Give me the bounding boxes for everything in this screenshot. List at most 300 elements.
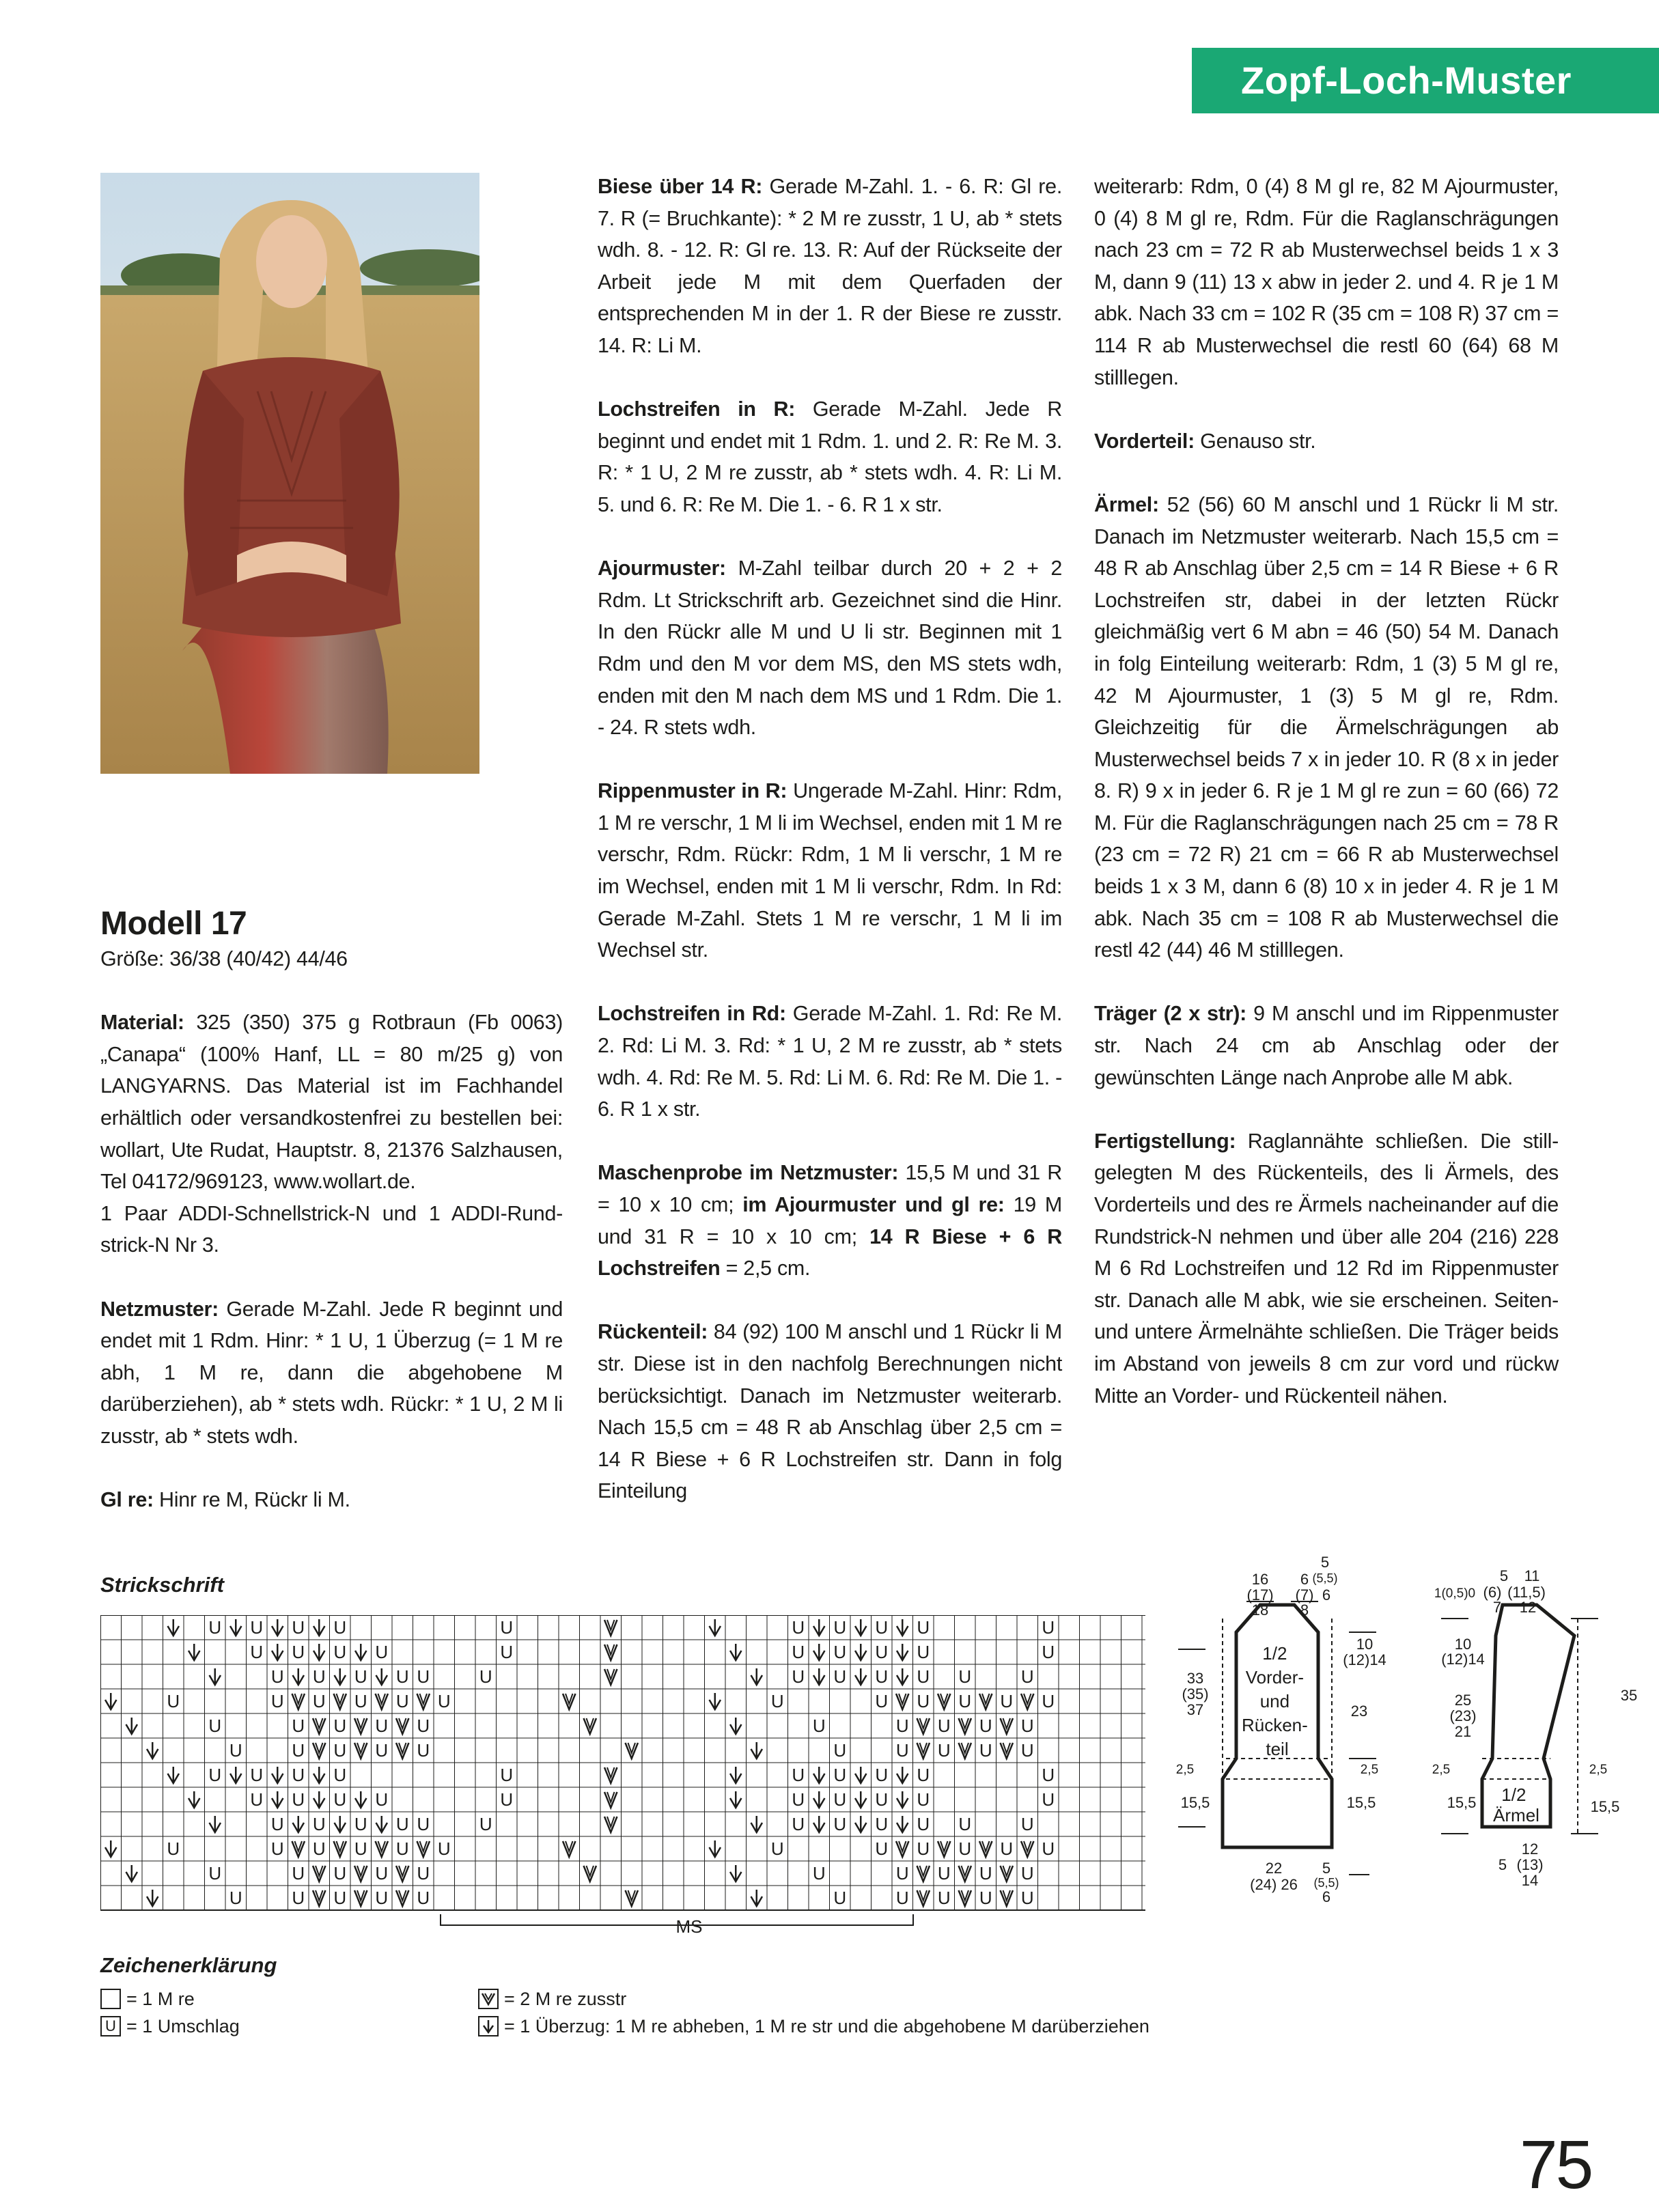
skp-icon [272, 1644, 283, 1660]
netzmuster-paragraph: Netzmuster: Gerade M-Zahl. Jede R beginnt und endet mit 1 Rdm. Hinr: * 1 U, 1 Überzug (= 1 M re abh, 1 M re, dann die abgehobene M darüberziehen), ab * stets wdh. Rückr: * 1 U, 2 M li zusstr, ab * stets wdh. [100, 1297, 563, 1448]
body-dim-21: 5 [1322, 1860, 1331, 1877]
yarnover-symbol: U [895, 1888, 909, 1908]
skp-icon [751, 1742, 763, 1759]
yarnover-symbol: U [895, 1740, 909, 1761]
yarnover-symbol: U [395, 1666, 409, 1687]
body-dim-17: 15,5 [1180, 1794, 1210, 1811]
yarnover-symbol: U [958, 1666, 972, 1687]
k2tog-icon [1001, 1866, 1014, 1881]
skp-icon [813, 1816, 825, 1832]
yarnover-symbol: U [292, 1716, 305, 1736]
yarnover-symbol: U [958, 1691, 972, 1711]
body-dim-3: 18 [1251, 1601, 1269, 1619]
svg-text:1/2 Ärmel [1493, 1784, 1539, 1825]
sleeve-dim-12: 35 [1620, 1687, 1638, 1704]
yarnover-symbol: U [875, 1838, 889, 1859]
sleeve-dim-14: 2,5 [1589, 1763, 1608, 1777]
yarnover-symbol: U [354, 1666, 367, 1687]
k2tog-icon [896, 1694, 909, 1709]
skp-icon [210, 1668, 221, 1685]
yarnover-symbol: U [1020, 1888, 1034, 1908]
yarnover-symbol: U [333, 1740, 347, 1761]
yarnover-symbol: U [333, 1617, 347, 1638]
yarnover-symbol: U [792, 1642, 805, 1662]
body-dim-16: 2,5 [1360, 1763, 1379, 1777]
sleeve-dim-7: 10 [1454, 1636, 1472, 1653]
k2tog-icon [1021, 1841, 1034, 1857]
yarnover-symbol: U [292, 1765, 305, 1785]
skp-icon [376, 1668, 388, 1685]
skp-icon [855, 1767, 867, 1783]
yarnover-symbol: U [479, 1814, 492, 1834]
yarnover-symbol: U [875, 1691, 889, 1711]
yarnover-symbol: U [208, 1716, 222, 1736]
k2tog-icon [354, 1743, 367, 1759]
yarnover-symbol: U [312, 1814, 326, 1834]
k2tog-icon [313, 1743, 326, 1759]
gl-re-paragraph: Gl re: Hinr re M, Rückr li M. [100, 1488, 350, 1512]
ajourmuster-paragraph: Ajourmuster: M-Zahl teilbar durch 20 + 2 + 2 Rdm. Lt Strickschrift arb. Gezeichnet sind die Hinr. In den Rückr alle M und U li str. Beginnen mit 1 Rdm und den M vor dem MS, den MS stets wdh, enden mit den M nach dem MS und 1 Rdm. Die 1. - 24. R stets wdh. [598, 557, 1062, 740]
body-dim-11: 33 [1186, 1670, 1204, 1687]
yarnover-symbol: U [770, 1691, 784, 1711]
yarnover-symbol: U [937, 1740, 951, 1761]
skp-icon [897, 1791, 908, 1808]
skp-icon [147, 1890, 158, 1906]
material-paragraph: Material: 325 (350) 375 g Rotbraun (Fb 0063) „Canapa“ (100% Hanf, LL = 80 m/25 g) von LANGYARNS. Das Material ist im Fachhandel erhältlich oder versandkostenfrei zu bestellen bei: wollart, Ute Rudat, Hauptstr. 8, 21376 Salzhausen, Tel 04172/969123, www.wollart.de. [100, 1011, 563, 1194]
yarnover-symbol: U [270, 1814, 284, 1834]
k2tog-icon [1021, 1694, 1034, 1709]
k2tog-icon [959, 1743, 972, 1759]
skp-icon [105, 1693, 117, 1709]
yarnover-symbol: U [395, 1814, 409, 1834]
yarnover-symbol: U [333, 1888, 347, 1908]
section-header-tab [1192, 48, 1659, 113]
skp-icon [730, 1767, 742, 1783]
skp-icon [272, 1619, 283, 1636]
yarnover-symbol: U [1042, 1789, 1055, 1810]
k2tog-icon [292, 1694, 305, 1709]
yarnover-symbol: U [250, 1617, 264, 1638]
model-photo-illustration [100, 173, 479, 774]
yarnover-symbol: U [312, 1666, 326, 1687]
skp-icon [897, 1644, 908, 1660]
model-photo [100, 173, 479, 774]
skp-icon [710, 1693, 721, 1709]
body-piece-label-line-1: 1/2 [1262, 1643, 1287, 1664]
skp-icon [189, 1791, 200, 1808]
k2tog-icon [917, 1743, 930, 1759]
k2tog-icon [917, 1718, 930, 1734]
yarnover-symbol: U [333, 1863, 347, 1884]
yarnover-symbol: U [937, 1863, 951, 1884]
skp-icon [897, 1816, 908, 1832]
body-dim-10: (12)14 [1343, 1651, 1386, 1668]
k2tog-icon [604, 1669, 617, 1685]
skp-icon [478, 2016, 499, 2036]
fertigstellung-paragraph: Fertigstellung: Raglannähte schließen. Die still-gelegten M des Rückenteils, des li Ärmels, des Vorderteils und des re Ärmels nacheinander auf die Rundstrick-N nehmen und über alle 204 (216) 228 M 6 Rd Lochstreifen und 12 Rd im Rippenmuster str. Danach alle M abk, wie sie erscheinen. Seiten- und untere Ärmelnähte schließen. Die Träger beids im Abstand von jeweils 8 cm zur vord und rückw Mitte an Vorder- und Rückenteil nähen. [1094, 1129, 1559, 1408]
yarnover-symbol: U [100, 2016, 121, 2036]
skp-icon [335, 1816, 346, 1832]
skp-icon [710, 1840, 721, 1857]
schematic-body-piece [1165, 1554, 1410, 1916]
yarnover-symbol: U [917, 1789, 930, 1810]
yarnover-symbol: U [208, 1765, 222, 1785]
k2tog-icon [313, 1718, 326, 1734]
body-dim-5: (5,5) [1312, 1571, 1338, 1585]
yarnover-symbol: U [270, 1666, 284, 1687]
yarnover-symbol: U [917, 1642, 930, 1662]
yarnover-symbol: U [958, 1814, 972, 1834]
body-dim-20: (24) 26 [1250, 1876, 1298, 1893]
skp-icon [751, 1668, 763, 1685]
yarnover-symbol: U [979, 1716, 992, 1736]
yarnover-symbol: U [375, 1716, 389, 1736]
skp-icon [730, 1644, 742, 1660]
yarnover-symbol: U [437, 1838, 451, 1859]
body-dim-19: 22 [1265, 1860, 1283, 1877]
k2tog-icon [376, 1694, 389, 1709]
body-dim-8: 8 [1300, 1601, 1309, 1619]
yarnover-symbol: U [1020, 1814, 1034, 1834]
k2tog-icon [354, 1890, 367, 1906]
yarnover-symbol: U [292, 1863, 305, 1884]
yarnover-symbol: U [1042, 1765, 1055, 1785]
k2tog-icon [979, 1694, 992, 1709]
skp-icon [230, 1619, 242, 1636]
column-left [100, 905, 563, 1548]
k2tog-icon [1001, 1718, 1014, 1734]
skp-icon [293, 1816, 305, 1832]
body-dim-22: (5,5) [1313, 1876, 1339, 1890]
skp-icon [293, 1668, 305, 1685]
yarnover-symbol: U [250, 1642, 264, 1662]
yarnover-symbol: U [875, 1814, 889, 1834]
k2tog-icon [563, 1841, 576, 1857]
yarnover-symbol: U [292, 1888, 305, 1908]
model-size: Größe: 36/38 (40/42) 44/46 [100, 947, 348, 970]
yarnover-symbol: U [937, 1888, 951, 1908]
rippenmuster-paragraph: Rippenmuster in R: Ungerade M-Zahl. Hinr: Rdm, 1 M re verschr, 1 M li im Wechsel, enden mit 1 M re verschr, Rdm. Rückr: Rdm, 1 M li verschr, 1 M re im Wechsel, enden mit 1 M li verschr, Rdm. In Rd: Gerade M-Zahl. Stets 1 M re verschr, 1 M li im Wechsel str. [598, 779, 1062, 962]
skp-icon [272, 1791, 283, 1808]
yarnover-symbol: U [417, 1863, 430, 1884]
yarnover-symbol: U [917, 1666, 930, 1687]
sleeve-dim-20: 14 [1521, 1872, 1539, 1889]
k2tog-icon [417, 1841, 430, 1857]
body-dim-23: 6 [1322, 1888, 1331, 1905]
k2tog-icon [979, 1841, 992, 1857]
yarnover-symbol: U [1020, 1863, 1034, 1884]
k2tog-icon [604, 1817, 617, 1832]
skp-icon [813, 1619, 825, 1636]
k2tog-icon [396, 1890, 409, 1906]
skp-icon [855, 1816, 867, 1832]
k2tog-icon [354, 1718, 367, 1734]
skp-icon [855, 1668, 867, 1685]
yarnover-symbol: U [229, 1740, 242, 1761]
yarnover-symbol: U [500, 1642, 514, 1662]
sleeve-dim-4: (11,5) [1507, 1584, 1546, 1601]
sleeve-dim-3: (6) [1483, 1584, 1502, 1601]
k2tog-icon [959, 1866, 972, 1881]
k2tog-icon [917, 1890, 930, 1906]
yarnover-symbol: U [833, 1617, 847, 1638]
body-dim-13: 37 [1186, 1701, 1204, 1718]
legend-item-k2tog: = 2 M re zusstr [478, 1987, 626, 2011]
body-dim-0: 5 [1320, 1554, 1330, 1571]
skp-icon [751, 1816, 763, 1832]
chart-title: Strickschrift [100, 1573, 224, 1597]
skp-icon [335, 1668, 346, 1685]
k2tog-icon [396, 1866, 409, 1881]
lochstreifen-r-paragraph: Lochstreifen in R: Gerade M-Zahl. Jede R beginnt und endet mit 1 Rdm. 1. und 2. R: Re M. 3. R: * 1 U, 2 M re zusstr, ab * stets wdh. 4. R: Li M. 5. und 6. R: Re M. Die 1. - 6. R 1 x str. [598, 397, 1062, 516]
sleeve-dim-6: 12 [1519, 1599, 1537, 1616]
skp-icon [730, 1718, 742, 1734]
sleeve-dim-19: (13) [1516, 1856, 1544, 1873]
skp-icon [313, 1791, 325, 1808]
aermel-paragraph: Ärmel: 52 (56) 60 M anschl und 1 Rückr li M str. Danach im Netzmuster weiterarb. Nach 15,5 cm = 48 R ab Anschlag über 2,5 cm = 14 R Biese + 6 R Lochstreifen str, dabei in der letzten Rückr gleichmäßig vert 6 M abn = 46 (50) 54 M. Danach in folg Einteilung weiterarb: Rdm, 1 (3) 5 M gl re, 42 M Ajourmuster, 1 (3) 5 M gl re, Rdm. Gleichzeitig für die Ärmelschrägungen ab Musterwechsel beids 7 x in jeder 10. R (8 x in jeder 8. R) 9 x in jeder 6. R je 1 M gl re zun = 60 (66) 72 M. Für die Raglanschrägungen nach 25 cm = 78 R (23 cm = 72 R) 21 cm = 66 R ab Musterwechsel beids 1 x 3 M, dann 6 (8) 10 x in jeder 4. R je 1 M abk. Nach 35 cm = 108 R ab Musterwechsel die restl 42 (44) 46 M stilllegen. [1094, 492, 1559, 962]
yarnover-symbol: U [1042, 1642, 1055, 1662]
yarnover-symbol: U [500, 1765, 514, 1785]
knitting-chart [100, 1615, 1145, 1936]
k2tog-icon [334, 1694, 347, 1709]
body-piece-label-line-3: und [1259, 1691, 1290, 1711]
sleeve-piece-label-line-2: Ärmel [1493, 1805, 1539, 1825]
sleeve-dim-18: 5 [1498, 1856, 1507, 1873]
legend-item-skp: = 1 Überzug: 1 M re abheben, 1 M re str und die abgehobene M darüberziehen [478, 2015, 1149, 2038]
skp-icon [813, 1644, 825, 1660]
sleeve-dim-8: (12)14 [1441, 1651, 1485, 1668]
section-title: Zopf-Loch-Muster [1241, 59, 1572, 102]
k2tog-icon [604, 1644, 617, 1660]
k2tog-icon [478, 1989, 499, 2009]
k2tog-icon [334, 1841, 347, 1857]
lochstreifen-rd-paragraph: Lochstreifen in Rd: Gerade M-Zahl. 1. Rd: Re M. 2. Rd: Li M. 3. Rd: * 1 U, 2 M re zusstr, ab * stets wdh. 4. Rd: Re M. 5. Rd: Li M. 6. Rd: Re M. Die 1. - 6. R 1 x str. [598, 1002, 1062, 1121]
rueckenteil-paragraph: Rückenteil: 84 (92) 100 M anschl und 1 Rückr li M str. Diese ist in den nachfolg Berechnungen nicht berücksichtigt. Danach im Netzmuster weiterarb. Nach 15,5 cm = 48 R ab Anschlag über 2,5 cm = 14 R Biese + 6 R Lochstreifen str. Dann in folg Einteilung [598, 1320, 1062, 1503]
k2tog-icon [313, 1866, 326, 1881]
yarnover-symbol: U [312, 1691, 326, 1711]
k2tog-icon [938, 1694, 951, 1709]
svg-text:1/2 Vorder- und Rü [1242, 1643, 1313, 1759]
yarnover-symbol: U [354, 1838, 367, 1859]
k2tog-icon [604, 1620, 617, 1636]
yarnover-symbol: U [417, 1740, 430, 1761]
body-dim-7: 6 [1322, 1586, 1331, 1604]
yarnover-symbol: U [833, 1765, 847, 1785]
legend-item-yarnover: U = 1 Umschlag [100, 2015, 240, 2038]
skp-icon [813, 1668, 825, 1685]
yarnover-symbol: U [250, 1789, 264, 1810]
yarnover-symbol: U [833, 1888, 847, 1908]
vorderteil-paragraph: Vorderteil: Genauso str. [1094, 429, 1316, 453]
yarnover-symbol: U [833, 1666, 847, 1687]
yarnover-symbol: U [917, 1838, 930, 1859]
column-right [1094, 171, 1559, 1444]
skp-icon [813, 1791, 825, 1808]
yarnover-symbol: U [208, 1863, 222, 1884]
yarnover-symbol: U [1020, 1716, 1034, 1736]
yarnover-symbol: U [958, 1838, 972, 1859]
yarnover-symbol: U [1042, 1691, 1055, 1711]
k2tog-icon [604, 1792, 617, 1808]
yarnover-symbol: U [792, 1765, 805, 1785]
k2tog-icon [959, 1718, 972, 1734]
yarnover-symbol: U [375, 1642, 389, 1662]
yarnover-symbol: U [979, 1863, 992, 1884]
k2tog-icon [626, 1890, 639, 1906]
yarnover-symbol: U [417, 1888, 430, 1908]
schematic-sleeve-piece [1421, 1554, 1659, 1916]
yarnover-symbol: U [917, 1765, 930, 1785]
yarnover-symbol: U [354, 1814, 367, 1834]
sleeve-dim-16: 15,5 [1590, 1798, 1620, 1815]
yarnover-symbol: U [437, 1691, 451, 1711]
skp-icon [272, 1767, 283, 1783]
yarnover-symbol: U [1020, 1666, 1034, 1687]
skp-icon [897, 1767, 908, 1783]
skp-icon [230, 1767, 242, 1783]
yarnover-symbol: U [167, 1691, 180, 1711]
k2tog-icon [917, 1866, 930, 1881]
yarnover-symbol: U [812, 1716, 826, 1736]
yarnover-symbol: U [312, 1838, 326, 1859]
yarnover-symbol: U [292, 1642, 305, 1662]
skp-icon [710, 1619, 721, 1636]
skp-icon [126, 1718, 138, 1734]
skp-icon [730, 1791, 742, 1808]
body-dim-6: (7) [1295, 1586, 1314, 1604]
sleeve-dim-13: 2,5 [1432, 1763, 1451, 1777]
body-dim-12: (35) [1182, 1685, 1209, 1703]
yarnover-symbol: U [875, 1666, 889, 1687]
yarnover-symbol: U [395, 1691, 409, 1711]
yarnover-symbol: U [375, 1740, 389, 1761]
yarnover-symbol: U [895, 1716, 909, 1736]
k2tog-icon [396, 1718, 409, 1734]
yarnover-symbol: U [979, 1740, 992, 1761]
skp-icon [313, 1767, 325, 1783]
sleeve-piece-label-line-1: 1/2 [1501, 1784, 1526, 1805]
sleeve-dim-5: 7 [1492, 1599, 1502, 1616]
yarnover-symbol: U [917, 1617, 930, 1638]
yarnover-symbol: U [812, 1863, 826, 1884]
sleeve-dim-15: 15,5 [1447, 1794, 1477, 1811]
yarnover-symbol: U [354, 1691, 367, 1711]
yarnover-symbol: U [917, 1814, 930, 1834]
skp-icon [855, 1619, 867, 1636]
yarnover-symbol: U [875, 1642, 889, 1662]
yarnover-symbol: U [229, 1888, 242, 1908]
yarnover-symbol: U [333, 1789, 347, 1810]
k2tog-icon [563, 1694, 576, 1709]
k2tog-icon [354, 1866, 367, 1881]
skp-icon [855, 1791, 867, 1808]
sleeve-dim-1: 11 [1524, 1567, 1540, 1584]
k2tog-icon [417, 1694, 430, 1709]
knit-symbol [100, 1989, 121, 2009]
yarnover-symbol: U [375, 1789, 389, 1810]
body-dim-14: 23 [1350, 1703, 1368, 1720]
skp-icon [730, 1865, 742, 1881]
yarnover-symbol: U [270, 1838, 284, 1859]
skp-icon [813, 1767, 825, 1783]
sleeve-dim-11: 21 [1454, 1723, 1472, 1740]
yarnover-symbol: U [292, 1617, 305, 1638]
yarnover-symbol: U [1020, 1740, 1034, 1761]
yarnover-symbol: U [875, 1765, 889, 1785]
maschenprobe-paragraph: Maschenprobe im Netzmuster: 15,5 M und 31 R = 10 x 10 cm; im Ajourmuster und gl re: 19 M und 31 R = 10 x 10 cm; 14 R Biese + 6 R Lochstreifen = 2,5 cm. [598, 1161, 1062, 1280]
yarnover-symbol: U [292, 1740, 305, 1761]
skp-icon [168, 1619, 180, 1636]
k2tog-icon [376, 1841, 389, 1857]
body-dim-4: 6 [1300, 1571, 1309, 1588]
legend-title: Zeichenerklärung [100, 1953, 277, 1977]
yarnover-symbol: U [792, 1666, 805, 1687]
model-title: Modell 17 [100, 906, 247, 942]
yarnover-symbol: U [1000, 1838, 1014, 1859]
yarnover-symbol: U [917, 1691, 930, 1711]
yarnover-symbol: U [479, 1666, 492, 1687]
yarnover-symbol: U [375, 1863, 389, 1884]
k2tog-icon [313, 1890, 326, 1906]
yarnover-symbol: U [833, 1740, 847, 1761]
k2tog-icon [896, 1841, 909, 1857]
yarnover-symbol: U [937, 1716, 951, 1736]
repeat-label: MS [675, 1916, 703, 1936]
yarnover-symbol: U [833, 1642, 847, 1662]
yarnover-symbol: U [792, 1789, 805, 1810]
yarnover-symbol: U [979, 1888, 992, 1908]
body-piece-label-line-2: Vorder- [1245, 1667, 1305, 1688]
yarnover-symbol: U [250, 1765, 264, 1785]
yarnover-symbol: U [500, 1617, 514, 1638]
rueckenteil-cont-paragraph: weiterarb: Rdm, 0 (4) 8 M gl re, 82 M Ajourmuster, 0 (4) 8 M gl re, Rdm. Für die Raglanschrägungen nach 23 cm = 72 R ab Musterwechsel beids 1 x 3 M, dann 9 (11) 13 x abw in jeder 2. und 4. R je 1 M abk. Nach 33 cm = 102 R (35 cm = 108 R) 37 cm = 114 R ab Musterwechsel die restl 60 (64) 68 M stilllegen. [1094, 175, 1559, 389]
yarnover-symbol: U [895, 1863, 909, 1884]
yarnover-symbol: U [1042, 1838, 1055, 1859]
yarnover-symbol: U [333, 1716, 347, 1736]
page-number: 75 [1520, 2127, 1592, 2203]
k2tog-icon [292, 1841, 305, 1857]
sleeve-dim-17: 12 [1521, 1840, 1539, 1858]
yarnover-symbol: U [417, 1814, 430, 1834]
body-dim-9: 10 [1356, 1636, 1374, 1653]
yarnover-symbol: U [395, 1838, 409, 1859]
k2tog-icon [396, 1743, 409, 1759]
yarnover-symbol: U [375, 1888, 389, 1908]
yarnover-symbol: U [1000, 1691, 1014, 1711]
k2tog-icon [604, 1767, 617, 1783]
yarnover-symbol: U [417, 1666, 430, 1687]
traeger-paragraph: Träger (2 x str): 9 M anschl und im Rippenmuster str. Nach 24 cm ab Anschlag oder der gewünschten Länge nach Anprobe alle M abk. [1094, 1002, 1559, 1089]
skp-icon [355, 1644, 367, 1660]
sleeve-dim-9: 25 [1454, 1692, 1472, 1709]
skp-icon [897, 1668, 908, 1685]
skp-icon [313, 1619, 325, 1636]
skp-icon [189, 1644, 200, 1660]
yarnover-symbol: U [417, 1716, 430, 1736]
k2tog-icon [626, 1743, 639, 1759]
k2tog-icon [1001, 1743, 1014, 1759]
skp-icon [897, 1619, 908, 1636]
body-dim-1: 16 [1251, 1571, 1269, 1588]
yarnover-symbol: U [333, 1765, 347, 1785]
yarnover-symbol: U [833, 1814, 847, 1834]
legend-item-knit: = 1 M re [100, 1987, 195, 2011]
yarnover-symbol: U [333, 1642, 347, 1662]
repeat-bracket [441, 1914, 913, 1936]
skp-icon [751, 1890, 763, 1906]
skp-icon [147, 1742, 158, 1759]
yarnover-symbol: U [500, 1789, 514, 1810]
